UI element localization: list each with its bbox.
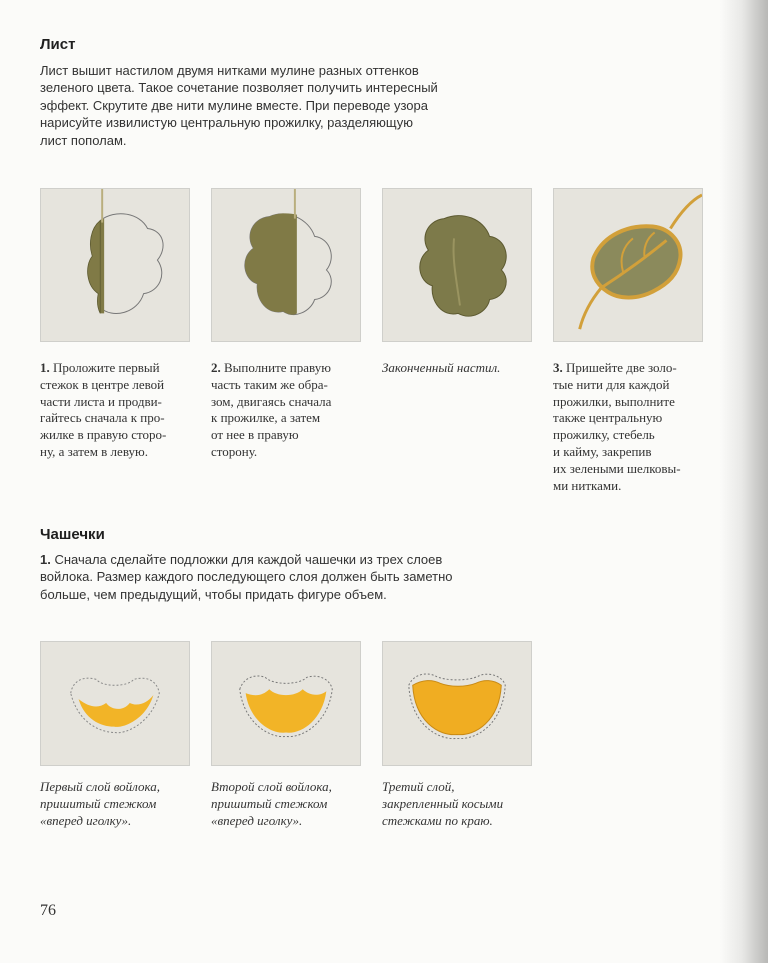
leaf-intro-text: Лист вышит настилом двумя нитками мулине разных оттенков зеленого цвета. Такое сочетание позволяет получить интересный эффект. Скрутите две нити мулине вместе. При переводе узора нарисуйте извилистую центральную прожилку, разделяющую лист пополам. (40, 63, 438, 148)
section-heading-leaf: Лист (40, 36, 76, 53)
photo-felt-layer2 (211, 641, 361, 766)
caption-leaf-finished: Законченный настил. (382, 360, 501, 375)
book-gutter-shadow (720, 0, 768, 963)
caption-felt-layer2: Второй слой войлока, пришитый стежком «вперед иголку». (211, 779, 332, 828)
caption-leaf-step1: 1. Проложите первый стежок в центре левой части листа и продви- гайтесь сначала к про- жилке в правую сторо- ну, а затем в левую. (40, 360, 167, 459)
photo-felt-layer3 (382, 641, 532, 766)
caption-felt-layer1: Первый слой войлока, пришитый стежком «вперед иголку». (40, 779, 161, 828)
caption-leaf-step3: 3. Пришейте две золо- тые нити для каждой прожилки, выполните также центральную прожилку, стебель и кайму, закрепив их зелеными шелковы- ми нитками. (553, 360, 681, 493)
photo-leaf-gold-couching (553, 188, 703, 342)
photo-leaf-step1 (40, 188, 190, 342)
section-heading-cups: Чашечки (40, 526, 105, 543)
caption-felt-layer3: Третий слой, закрепленный косыми стежками по краю. (382, 779, 504, 828)
photo-leaf-finished (382, 188, 532, 342)
cups-intro-text: 1. Сначала сделайте подложки для каждой чашечки из трех слоев войлока. Размер каждого последующего слоя должен быть заметно больше, чем предыдущий, чтобы придать фигуре объем. (40, 552, 453, 602)
photo-felt-layer1 (40, 641, 190, 766)
caption-leaf-step2: 2. Выполните правую часть таким же обра- зом, двигаясь сначала к прожилке, а затем от нее в правую сторону. (211, 360, 332, 459)
page-number: 76 (40, 902, 56, 919)
photo-leaf-step2 (211, 188, 361, 342)
